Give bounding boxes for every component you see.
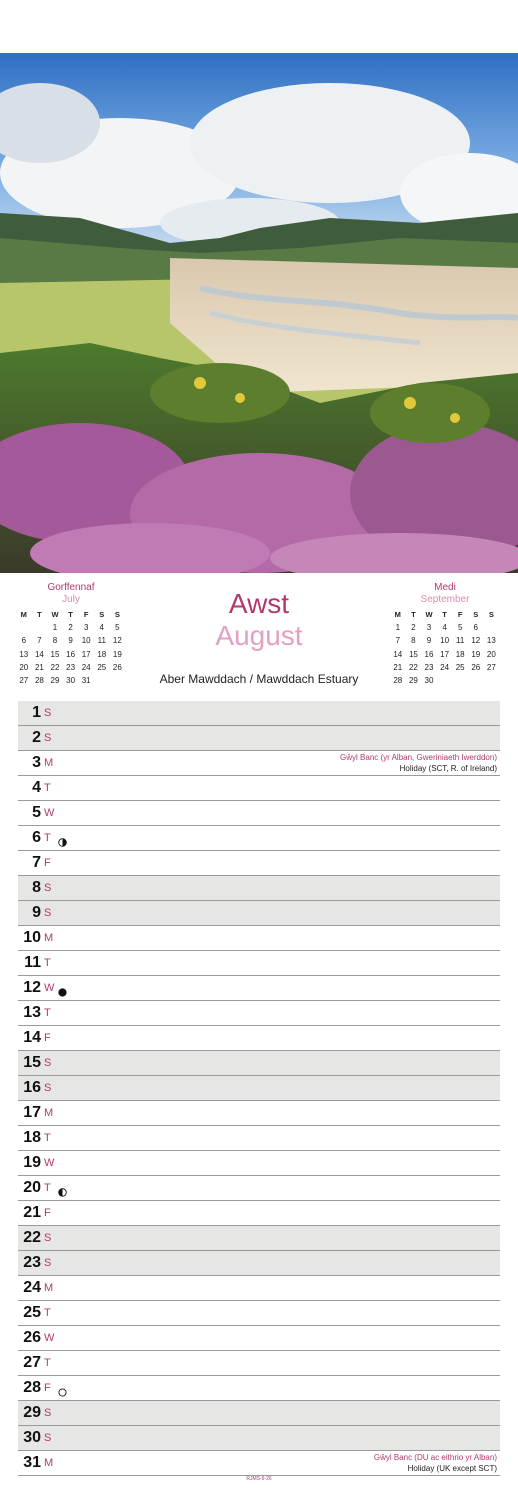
day-row[interactable] [18,751,500,776]
day-number: 11 [24,954,41,971]
mini-day: 27 [486,662,496,672]
mini-day: 27 [19,676,29,686]
day-number: 22 [23,1229,41,1246]
day-number: 9 [32,904,41,921]
mini-day: 20 [19,662,29,672]
weekday-header: T [442,610,447,620]
weekday-header: S [114,610,120,620]
day-number: 17 [23,1104,41,1121]
mini-day: 20 [486,649,496,659]
holiday-note [374,1452,497,1474]
day-letter: W [44,1332,55,1344]
day-letter: S [44,707,52,719]
mini-day: 15 [50,649,60,659]
day-number: 2 [32,729,41,746]
day-number: 24 [23,1279,41,1296]
day-number: 25 [23,1304,41,1321]
day-row[interactable] [18,1201,500,1226]
day-letter: T [44,782,51,794]
weekday-header: W [425,610,433,620]
mini-day: 16 [424,649,434,659]
weekday-header: T [411,610,416,620]
day-number: 12 [23,979,41,996]
mini-day: 14 [393,649,403,659]
day-letter: T [44,957,51,969]
day-number: 4 [32,779,41,796]
mini-day: 3 [83,623,89,633]
day-letter: M [44,1282,54,1294]
mini-day: 18 [97,649,107,659]
landscape-photo [0,53,518,573]
mini-day: 30 [66,676,76,686]
mini-day: 4 [99,623,104,633]
day-letter: F [44,1382,51,1394]
day-number: 21 [23,1204,41,1221]
mini-day: 16 [66,649,76,659]
day-letter: S [44,882,52,894]
day-letter: W [44,1157,55,1169]
mini-day: 6 [21,636,27,646]
day-row[interactable] [18,926,500,951]
day-number: 26 [23,1329,41,1346]
day-row[interactable] [18,901,500,926]
day-letter: S [44,732,52,744]
mini-day: 18 [455,649,465,659]
new-moon-icon [58,984,67,993]
day-row[interactable] [18,1401,500,1426]
mini-day: 24 [81,662,91,672]
mini-day: 2 [411,623,416,633]
holiday-english: Holiday (SCT, R. of Ireland) [399,764,497,773]
mini-day: 7 [395,636,401,646]
holiday-note [340,752,497,774]
day-letter: S [44,1257,52,1269]
mini-day: 26 [471,662,481,672]
day-number: 1 [32,704,41,721]
mini-day: 11 [456,636,465,646]
day-row[interactable] [18,1026,500,1051]
day-letter: S [44,1082,52,1094]
day-letter: T [44,1307,51,1319]
first-quarter-moon-icon [58,834,67,843]
mini-day: 28 [393,676,403,686]
day-letter: S [44,1432,52,1444]
weekday-header: T [37,610,42,620]
day-letter: M [44,1107,54,1119]
mini-day: 19 [112,649,122,659]
mini-day: 21 [34,662,44,672]
day-row[interactable] [18,1101,500,1126]
day-row[interactable] [18,701,500,726]
mini-day: 19 [471,649,481,659]
product-code: RJMS-9-26 [246,1476,272,1482]
day-row[interactable] [18,851,500,876]
day-row[interactable] [18,1276,500,1301]
mini-day: 12 [471,636,481,646]
day-row[interactable] [18,1226,500,1251]
mini-day: 22 [50,662,60,672]
mini-day: 7 [37,636,42,646]
day-number: 27 [23,1354,41,1371]
mini-day: 14 [34,649,44,659]
mini-day: 30 [424,676,434,686]
day-number: 19 [23,1154,41,1171]
weekday-header: W [51,610,59,620]
day-number: 14 [23,1029,41,1046]
day-letter: T [44,1007,51,1019]
day-number: 6 [32,829,41,846]
day-letter: M [44,757,54,769]
day-row[interactable] [18,1051,500,1076]
day-row[interactable] [18,1326,500,1351]
mini-day: 29 [408,676,418,686]
mini-day: 4 [442,623,447,633]
day-number: 30 [23,1429,41,1446]
weekday-header: F [457,610,463,620]
day-letter: S [44,907,52,919]
mini-day: 9 [68,636,73,646]
mini-day: 8 [411,636,416,646]
day-row[interactable] [18,776,500,801]
day-row[interactable] [18,826,500,851]
day-number: 31 [23,1454,41,1471]
day-row[interactable] [18,1126,500,1151]
day-row[interactable] [18,1376,500,1401]
day-row[interactable] [18,1176,500,1201]
mini-day: 26 [112,662,122,672]
day-number: 20 [23,1179,41,1196]
month-title-english: August [215,620,303,651]
holiday-welsh: Gŵyl Banc (DU ac eithrio yr Alban) [373,1453,497,1462]
day-number: 10 [23,929,41,946]
day-row[interactable] [18,1451,500,1476]
mini-day: 28 [34,676,44,686]
weekday-header: T [68,610,73,620]
mini-day: 17 [81,649,91,659]
mini-day: 17 [440,649,450,659]
photo-caption: Aber Mawddach / Mawddach Estuary [159,672,359,686]
day-number: 13 [23,1004,41,1021]
mini-day: 31 [81,676,91,686]
day-number: 23 [23,1254,41,1271]
day-row[interactable] [18,951,500,976]
mini-month-english: July [62,594,80,605]
weekday-header: S [99,610,105,620]
day-number: 16 [23,1079,41,1096]
last-quarter-moon-icon [58,1184,67,1193]
day-letter: S [44,1232,52,1244]
day-number: 15 [23,1054,41,1071]
mini-day: 24 [440,662,450,672]
mini-day: 5 [115,623,120,633]
day-row[interactable] [18,1251,500,1276]
day-row[interactable] [18,801,500,826]
mini-day: 23 [66,662,76,672]
holiday-welsh: Gŵyl Banc (yr Alban, Gweriniaeth Iwerddon) [340,753,497,762]
day-letter: S [44,1407,52,1419]
day-row[interactable] [18,976,500,1001]
mini-day: 12 [112,636,122,646]
mini-day: 25 [455,662,465,672]
day-letter: T [44,1132,51,1144]
mini-day: 13 [19,649,29,659]
mini-day: 10 [81,636,91,646]
day-number: 8 [32,879,41,896]
mini-day: 11 [97,636,106,646]
day-number: 5 [32,804,41,821]
day-letter: W [44,982,55,994]
day-row[interactable] [18,1151,500,1176]
day-row[interactable] [18,1001,500,1026]
weekday-header: F [83,610,89,620]
mini-day: 22 [408,662,418,672]
day-letter: S [44,1057,52,1069]
day-row[interactable] [18,1301,500,1326]
mini-day: 1 [52,623,58,633]
day-list [18,701,500,1476]
mini-day: 8 [52,636,58,646]
day-number: 3 [32,754,41,771]
month-title-welsh: Awst [228,588,290,619]
day-row[interactable] [18,1076,500,1101]
day-number: 28 [23,1379,41,1396]
day-number: 18 [23,1129,41,1146]
mini-day: 23 [424,662,434,672]
day-letter: F [44,1032,51,1044]
mini-day: 13 [486,636,496,646]
day-letter: M [44,932,54,944]
day-row[interactable] [18,1351,500,1376]
day-number: 7 [32,854,41,871]
weekday-header: S [473,610,479,620]
mini-day: 3 [426,623,432,633]
day-row[interactable] [18,876,500,901]
day-number: 29 [23,1404,41,1421]
mini-day: 6 [473,623,478,633]
mini-day: 25 [97,662,107,672]
mini-month-welsh: Gorffennaf [47,582,95,593]
day-letter: M [44,1457,54,1469]
full-moon-icon [58,1384,67,1393]
mini-day: 5 [457,623,463,633]
day-letter: F [44,857,51,869]
mini-day: 21 [393,662,403,672]
mini-day: 1 [395,623,401,633]
mini-day: 10 [440,636,450,646]
day-letter: T [44,1357,51,1369]
day-letter: T [44,832,51,844]
mini-day: 9 [426,636,432,646]
weekday-header: M [20,610,27,620]
weekday-header: M [394,610,401,620]
day-row[interactable] [18,726,500,751]
weekday-header: S [488,610,494,620]
mini-month-english: September [420,594,470,605]
mini-day: 15 [408,649,418,659]
day-row[interactable] [18,1426,500,1451]
mini-day: 29 [50,676,60,686]
holiday-english: Holiday (UK except SCT) [407,1464,497,1473]
mini-month-welsh: Medi [434,582,456,593]
day-letter: W [44,807,55,819]
day-letter: T [44,1182,51,1194]
mini-day: 2 [68,623,73,633]
day-letter: F [44,1207,51,1219]
